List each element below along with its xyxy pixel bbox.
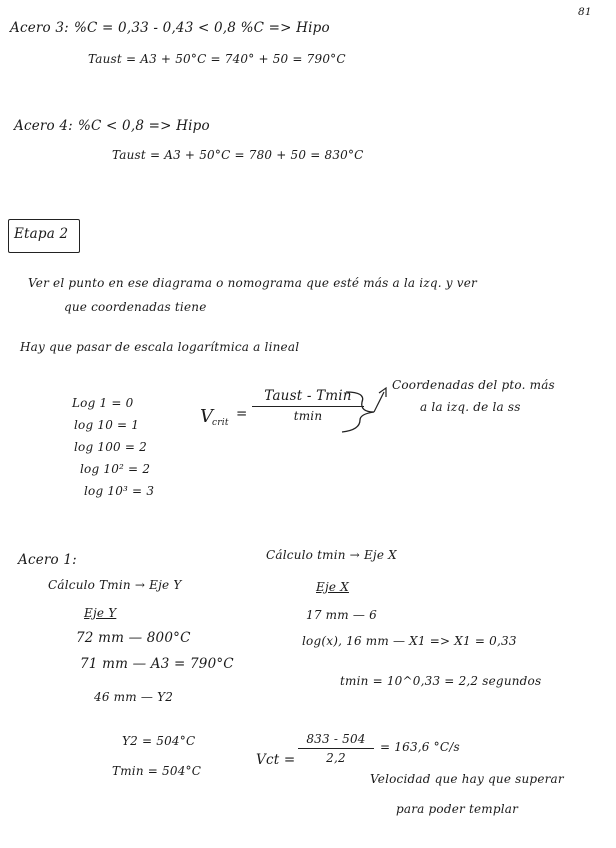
acero1-tmin-x: tmin = 10^0,33 = 2,2 segundos	[340, 674, 542, 688]
acero4-formula: Taust = A3 + 50°C = 780 + 50 = 830°C	[112, 148, 364, 162]
vcrit-denominator: tmin	[293, 409, 323, 423]
acero1-x-row: log(x), 16 mm — X1 => X1 = 0,33	[302, 634, 517, 648]
page-number: 81	[578, 6, 592, 18]
etapa-line-2: que coordenadas tiene	[64, 300, 207, 314]
acero4-condition: %C < 0,8 => Hipo	[78, 118, 210, 134]
acero1-x-row: 17 mm — 6	[306, 608, 377, 622]
log-line: log 10 = 1	[74, 418, 140, 432]
log-line: log 10³ = 3	[84, 484, 155, 498]
acero3-heading: Acero 3:	[10, 20, 69, 36]
acero3-formula: Taust = A3 + 50°C = 740° + 50 = 790°C	[88, 52, 346, 66]
acero4-heading: Acero 4:	[14, 118, 73, 134]
acero1-calc-y: Cálculo Tmin → Eje Y	[48, 578, 182, 592]
acero1-y2: Y2 = 504°C	[122, 734, 196, 748]
vcrit-symbol: V	[200, 406, 214, 427]
vct-denominator: 2,2	[326, 751, 346, 765]
vcrit-numerator: Taust - Tmin	[264, 388, 352, 404]
acero1-row: 46 mm — Y2	[94, 690, 174, 704]
acero1-row: 71 mm — A3 = 790°C	[80, 656, 234, 672]
acero1-calc-x: Cálculo tmin → Eje X	[266, 548, 397, 562]
closing-line-1: Velocidad que hay que superar	[370, 772, 564, 786]
etapa-line-1: Ver el punto en ese diagrama o nomograma que esté más a la izq. y ver	[28, 276, 477, 290]
vcrit-equals: =	[236, 406, 248, 422]
acero3-condition: %C = 0,33 - 0,43 < 0,8 %C => Hipo	[74, 20, 330, 36]
etapa-line-3: Hay que pasar de escala logarítmica a lineal	[20, 340, 300, 354]
log-line: Log 1 = 0	[72, 396, 134, 410]
vct-lhs: Vct =	[256, 752, 296, 768]
log-line: log 100 = 2	[74, 440, 147, 454]
eje-x-label: Eje X	[316, 580, 349, 594]
vcrit-subscript: crit	[212, 418, 229, 428]
acero1-heading: Acero 1:	[18, 552, 77, 568]
vct-result: = 163,6 °C/s	[380, 740, 460, 754]
eje-y-label: Eje Y	[84, 606, 117, 620]
vcrit-note-line-2: a la izq. de la ss	[420, 400, 521, 414]
closing-line-2: para poder templar	[396, 802, 519, 816]
acero1-row: 72 mm — 800°C	[76, 630, 191, 646]
vcrit-note-line-1: Coordenadas del pto. más	[392, 378, 555, 392]
acero1-tmin: Tmin = 504°C	[112, 764, 202, 778]
etapa-label: Etapa 2	[14, 226, 69, 242]
log-line: log 10² = 2	[80, 462, 151, 476]
vct-numerator: 833 - 504	[306, 732, 366, 746]
